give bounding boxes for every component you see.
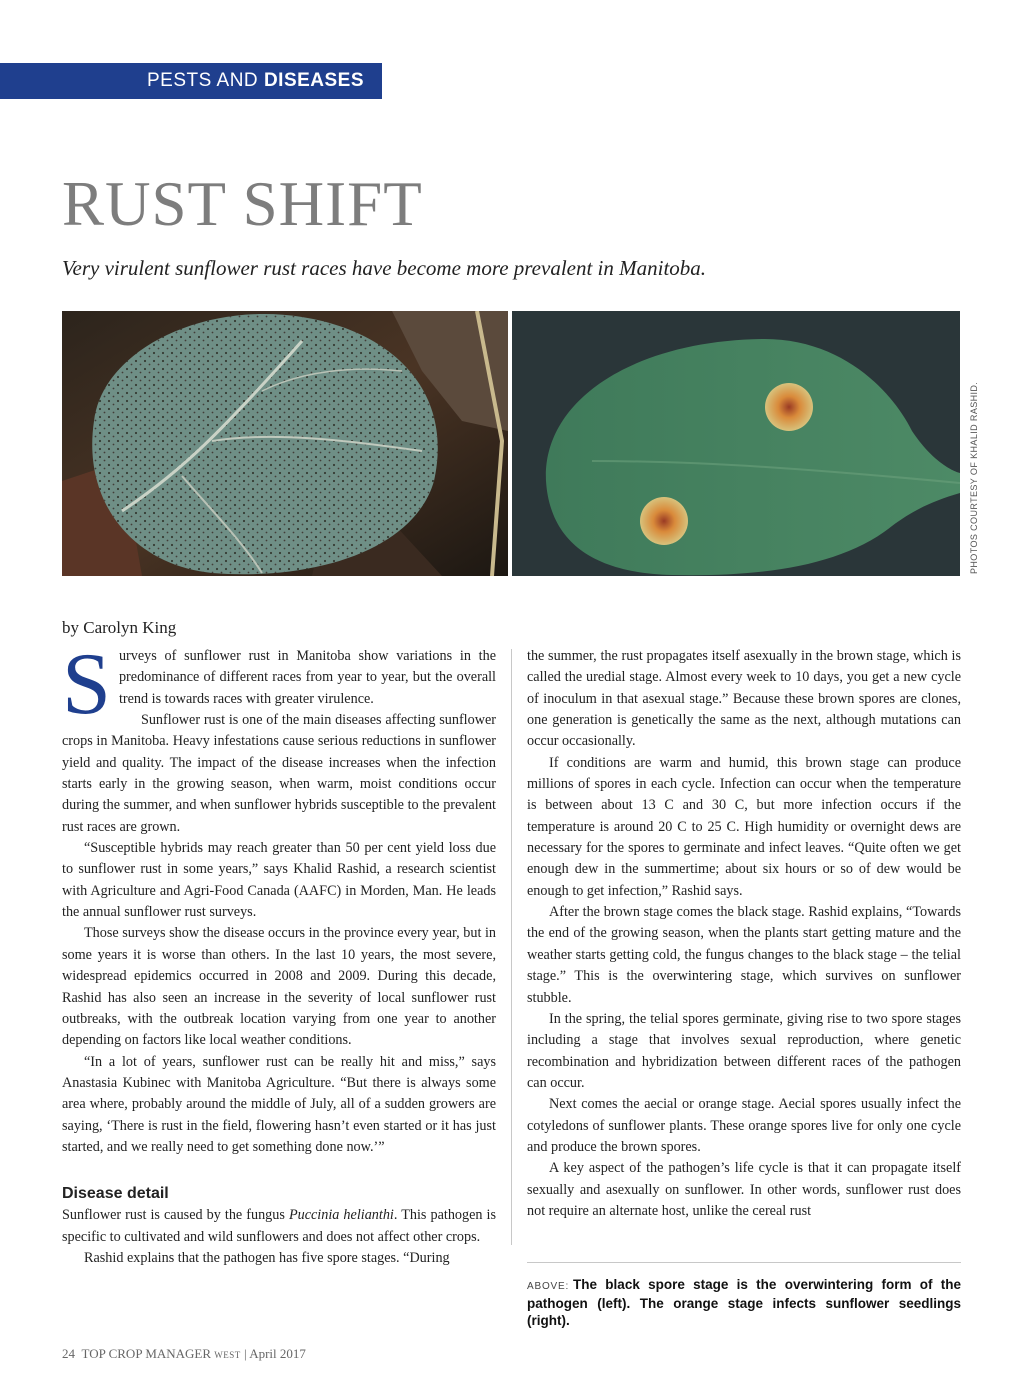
column-divider (511, 649, 512, 1245)
article-deck: Very virulent sunflower rust races have become more prevalent in Manitoba. (62, 256, 707, 280)
drop-cap: S (62, 636, 111, 733)
section-label-emphasis: DISEASES (263, 70, 365, 91)
paragraph: Next comes the aecial or orange stage. Aecial spores usually infect the cotyledons of sunflower plants. These orange spores live for only one cycle and produce the brown spores. (527, 1096, 961, 1155)
photo-orange-stage-leaf (512, 311, 960, 576)
magazine-name: TOP CROP MANAGER (81, 1346, 212, 1361)
photo-caption (527, 1276, 961, 1329)
photo-credit: PHOTOS COURTESY OF KHALID RASHID. (969, 381, 979, 574)
paragraph: the summer, the rust propagates itself asexually in the brown stage, which is called the uredial stage. Almost every week to 10 days, you get a new cycle of inoculum in that asexual stage.” Because these brown spores are clones, one generation is genetically the same as the next, although mutations can occur occasionally. (527, 648, 961, 750)
article-title: RUST SHIFT (62, 169, 423, 239)
footer-separator: | (244, 1346, 247, 1361)
paragraph (62, 636, 496, 733)
article-column-left (62, 636, 497, 1269)
species-name: Puccinia helianthi (288, 1207, 394, 1224)
issue-date: April 2017 (249, 1346, 306, 1361)
page-footer (62, 1346, 306, 1362)
paragraph: Rashid explains that the pathogen has five spore stages. “During (84, 1249, 450, 1266)
paragraph: In the spring, the telial spores germinate, giving rise to two spore stages including a stage that involves sexual reproduction, where genetic recombination and hybridization between different races of the pathogen can occur. (527, 1010, 961, 1091)
paragraph (62, 1205, 496, 1248)
section-label-prefix: PESTS AND (147, 70, 259, 91)
paragraph-text: Sunflower rust is caused by the fungus (62, 1207, 289, 1224)
byline: by Carolyn King (62, 618, 177, 637)
subhead-disease-detail: Disease detail (62, 1185, 169, 1203)
paragraph: “In a lot of years, sunflower rust can be really hit and miss,” says Anastasia Kubinec with Manitoba Agriculture. “But there is always some area where, probably around the middle of July, all of a sudden growers are saying, ‘There is rust in the field, flowering hasn’t even started or it has just started, and we really need to get something done now.’” (62, 1053, 496, 1155)
caption-text: The black spore stage is the overwintering form of the pathogen (left). The orange stage infects sunflower seedlings (right). (527, 1277, 961, 1328)
paragraph: “Susceptible hybrids may reach greater than 50 per cent yield loss due to sunflower rust in some years,” says Khalid Rashid, a research scientist with Agriculture and Agri-Food Canada (AAFC) in Morden, Man. He leads the annual sunflower rust surveys. (62, 840, 496, 921)
paragraph: A key aspect of the pathogen’s life cycle is that it can propagate itself sexually and asexually on sunflower. In other words, sunflower rust does not require an alternate host, unlike the cereal rust (527, 1160, 961, 1219)
paragraph: If conditions are warm and humid, this brown stage can produce millions of spores in each cycle. Infection can occur when the temperature is between about 13 C and 30 C, but more infection occurs if the temperature is around 20 C to 25 C. High humidity or overnight dews are necessary for the spores to germinate and infect leaves. “Quite often we get enough dew in the summertime; about six hours or so of dew would be enough to get infection,” Rashid says. (527, 754, 961, 899)
article-column-right (527, 646, 961, 1222)
paragraph-text: . This pathogen is specific to cultivated and wild sunflowers and does not affect other crops. (62, 1207, 497, 1245)
paragraph-text: urveys of sunflower rust in Manitoba show variations in the predominance of different races from year to year, but the overall trend is towards races with greater virulence. (118, 648, 496, 707)
paragraph: Sunflower rust is one of the main diseases affecting sunflower crops in Manitoba. Heavy infestations cause serious reductions in sunflower yield and quality. The impact of the disease increases when the infection starts early in the growing season, when warm, moist conditions occur during the summer, and when sunflower hybrids susceptible to the prevalent rust races are grown. (62, 712, 496, 835)
magazine-edition: WEST (214, 1350, 241, 1360)
paragraph: Those surveys show the disease occurs in the province every year, but in some years it is worse than others. In the last 10 years, the most severe, widespread epidemics occurred in 2008 and 2009. During this decade, Rashid has also seen an increase in the severity of local sunflower rust outbreaks, with the outbreak location varying from one year to another depending on factors like local weather conditions. (62, 925, 496, 1049)
paragraph: After the brown stage comes the black stage. Rashid explains, “Towards the end of the growing season, when the plants start getting mature and the weather starts getting cold, the fungus changes to the black stage – the telial stage.” This is the overwintering stage, which survives on sunflower stubble. (527, 904, 961, 1006)
caption-rule (527, 1262, 961, 1263)
page-number: 24 (62, 1346, 75, 1361)
photo-black-stage-leaf (62, 311, 508, 576)
section-label (0, 63, 382, 99)
caption-lead: ABOVE: (527, 1281, 570, 1292)
